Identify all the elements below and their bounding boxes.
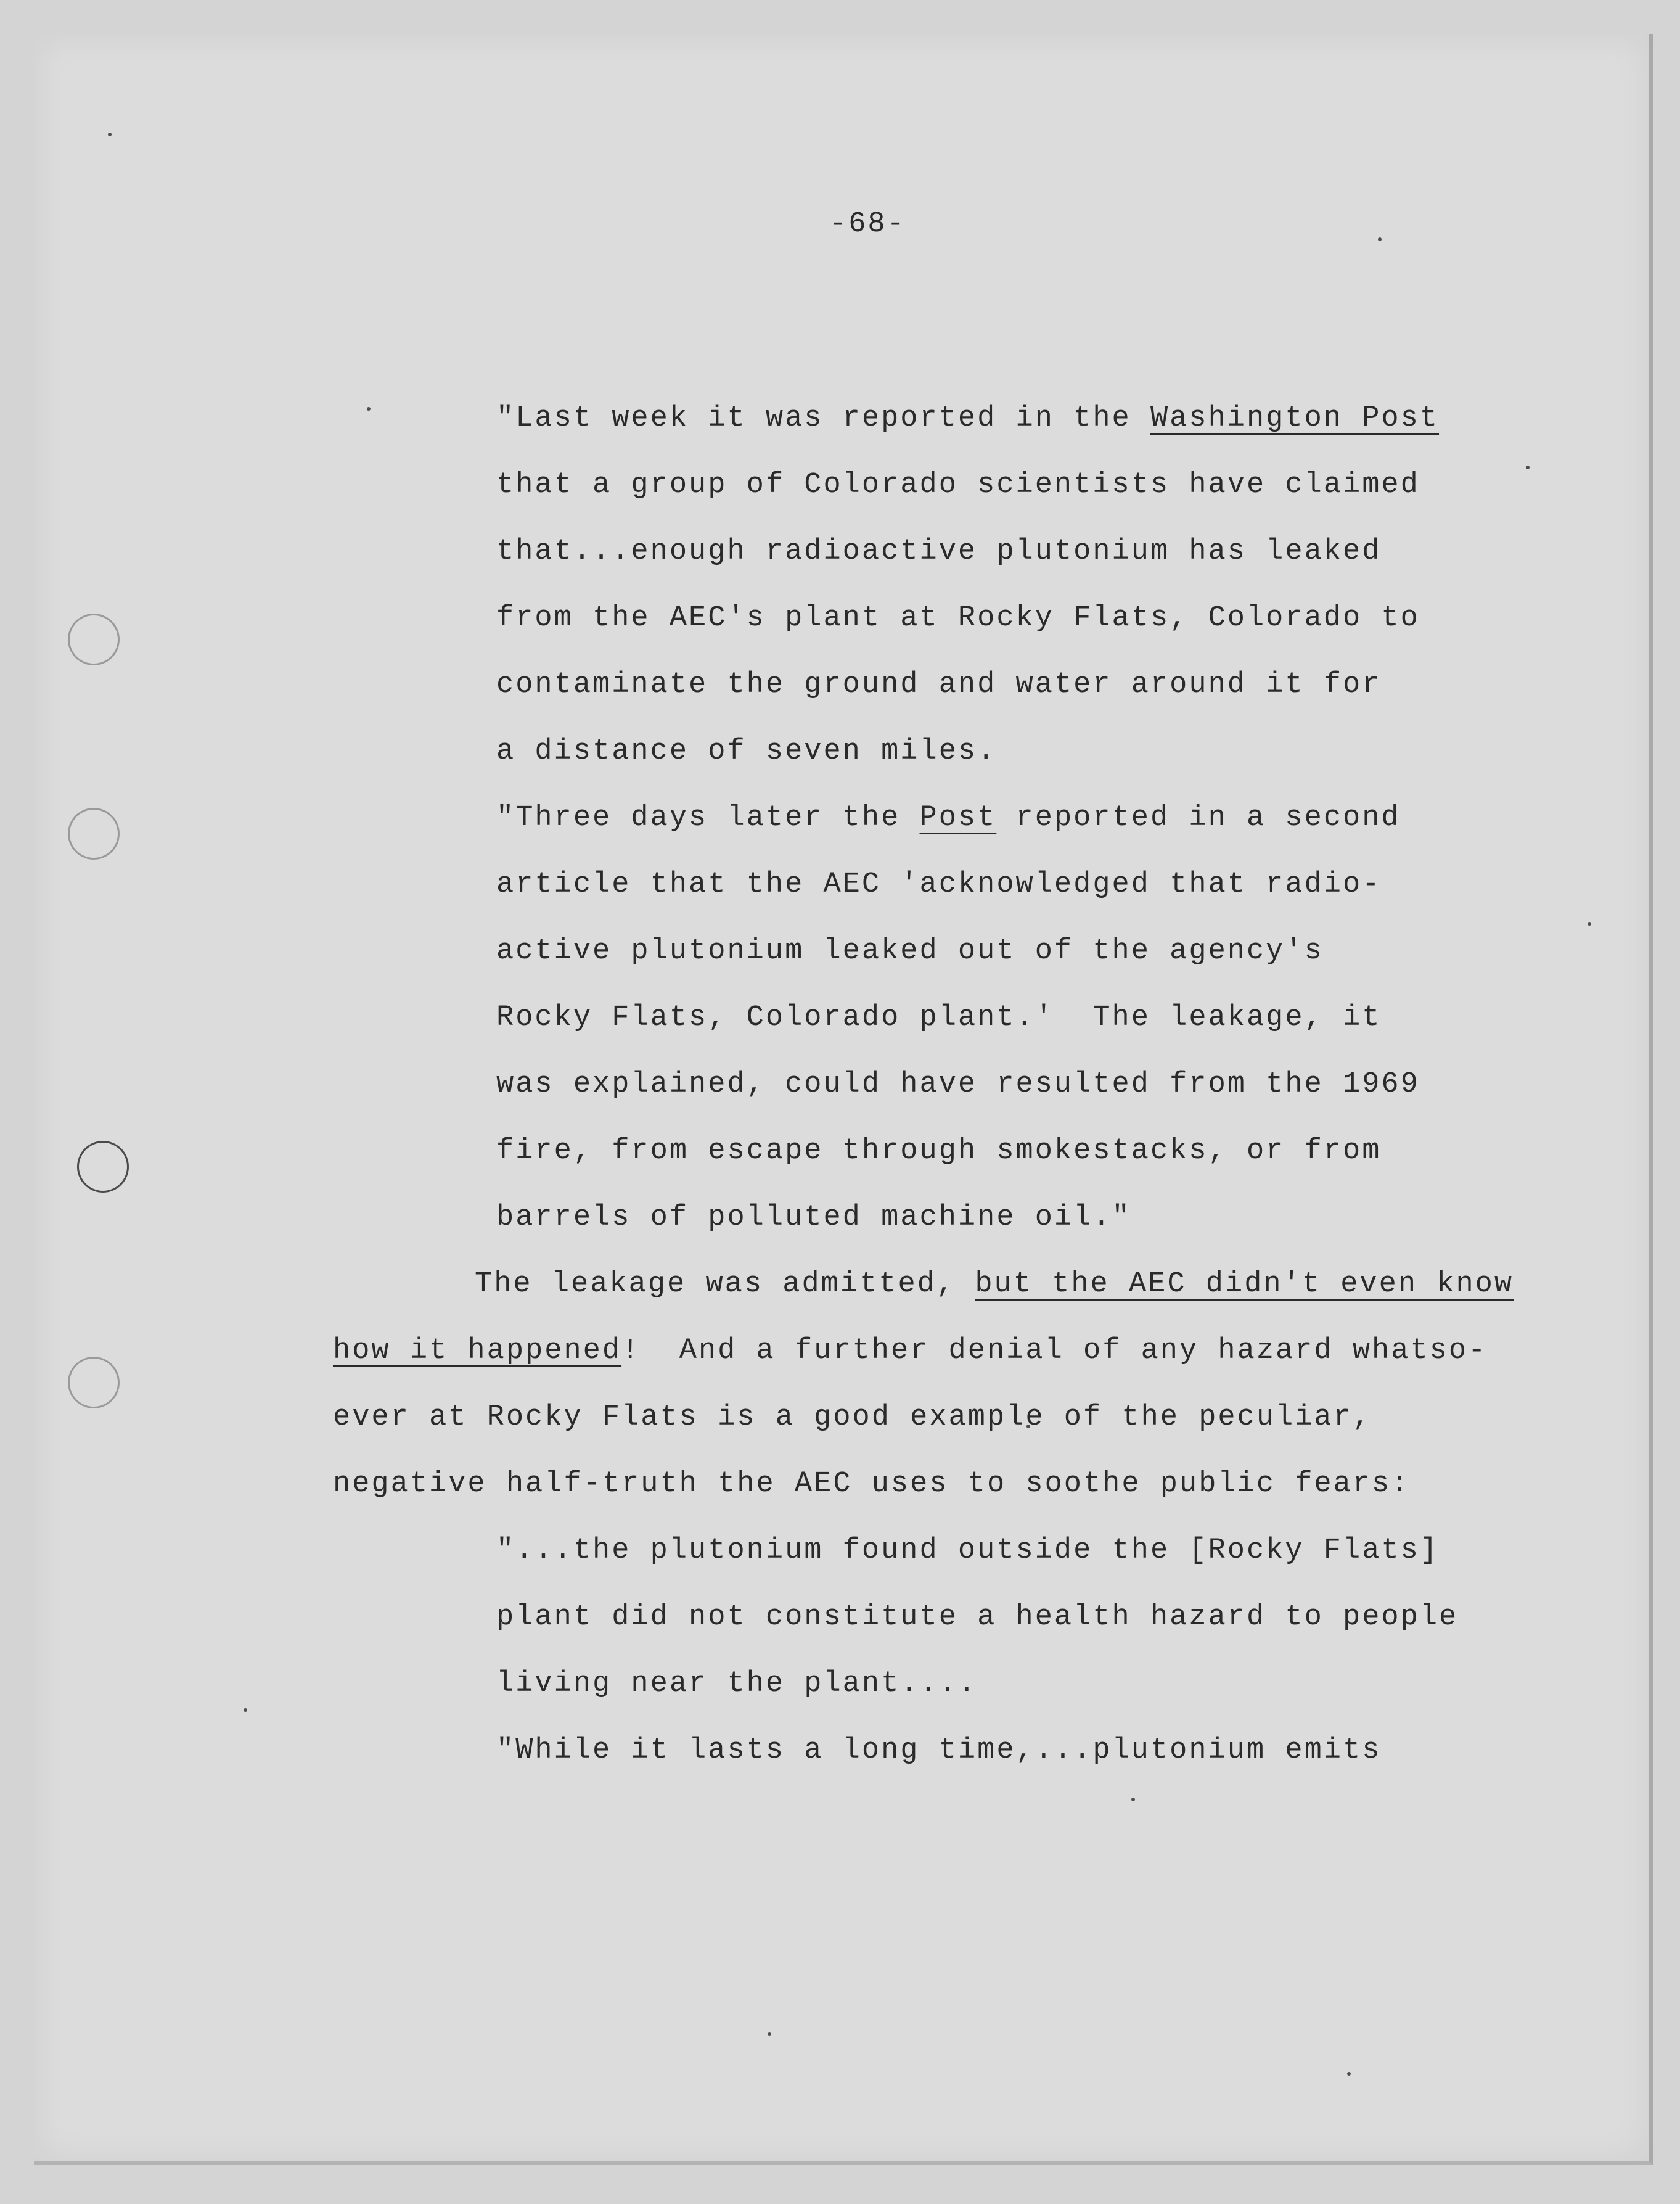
text-line-15: how it happened! And a further denial of any hazard whatso- — [333, 1334, 1488, 1367]
text-line-12: fire, from escape through smokestacks, or from — [496, 1135, 1382, 1167]
text-line-14: The leakage was admitted, but the AEC didn't even know — [475, 1268, 1514, 1301]
text-line-16: ever at Rocky Flats is a good example of the peculiar, — [333, 1401, 1372, 1434]
typewritten-page — [34, 34, 1653, 2165]
scan-speck — [1131, 1798, 1135, 1801]
text-line-13: barrels of polluted machine oil." — [496, 1201, 1131, 1234]
text-line-11: was explained, could have resulted from the 1969 — [496, 1068, 1420, 1101]
binder-hole-2 — [68, 808, 120, 860]
scan-speck — [1588, 922, 1591, 926]
binder-hole-4 — [68, 1357, 120, 1408]
text-line-1: "Last week it was reported in the Washington Post — [496, 402, 1440, 435]
text-line-6: a distance of seven miles. — [496, 735, 997, 768]
text-line-2: that a group of Colorado scientists have claimed — [496, 469, 1420, 501]
text-line-5: contaminate the ground and water around it for — [496, 668, 1382, 701]
scan-speck — [108, 133, 112, 136]
text-line-18: "...the plutonium found outside the [Rocky Flats] — [496, 1534, 1440, 1567]
text-line-3: that...enough radioactive plutonium has leaked — [496, 535, 1382, 568]
text-line-10: Rocky Flats, Colorado plant.' The leakage, it — [496, 1001, 1382, 1034]
text-line-21: "While it lasts a long time,...plutonium emits — [496, 1734, 1382, 1767]
scan-speck — [244, 1708, 247, 1712]
binder-hole-3 — [77, 1141, 129, 1193]
scan-speck — [768, 2032, 771, 2036]
scan-speck — [1526, 466, 1530, 469]
binder-hole-1 — [68, 614, 120, 665]
scan-speck — [1347, 2072, 1351, 2076]
text-line-4: from the AEC's plant at Rocky Flats, Colorado to — [496, 602, 1420, 635]
page-number: -68- — [829, 208, 906, 241]
text-line-17: negative half-truth the AEC uses to soothe public fears: — [333, 1468, 1411, 1500]
text-line-9: active plutonium leaked out of the agency's — [496, 935, 1324, 968]
scan-speck — [1378, 237, 1382, 241]
text-line-19: plant did not constitute a health hazard to people — [496, 1601, 1459, 1634]
text-line-8: article that the AEC 'acknowledged that radio- — [496, 868, 1382, 901]
text-line-7: "Three days later the Post reported in a second — [496, 802, 1401, 834]
text-line-20: living near the plant.... — [496, 1667, 978, 1700]
scan-speck — [367, 407, 371, 411]
